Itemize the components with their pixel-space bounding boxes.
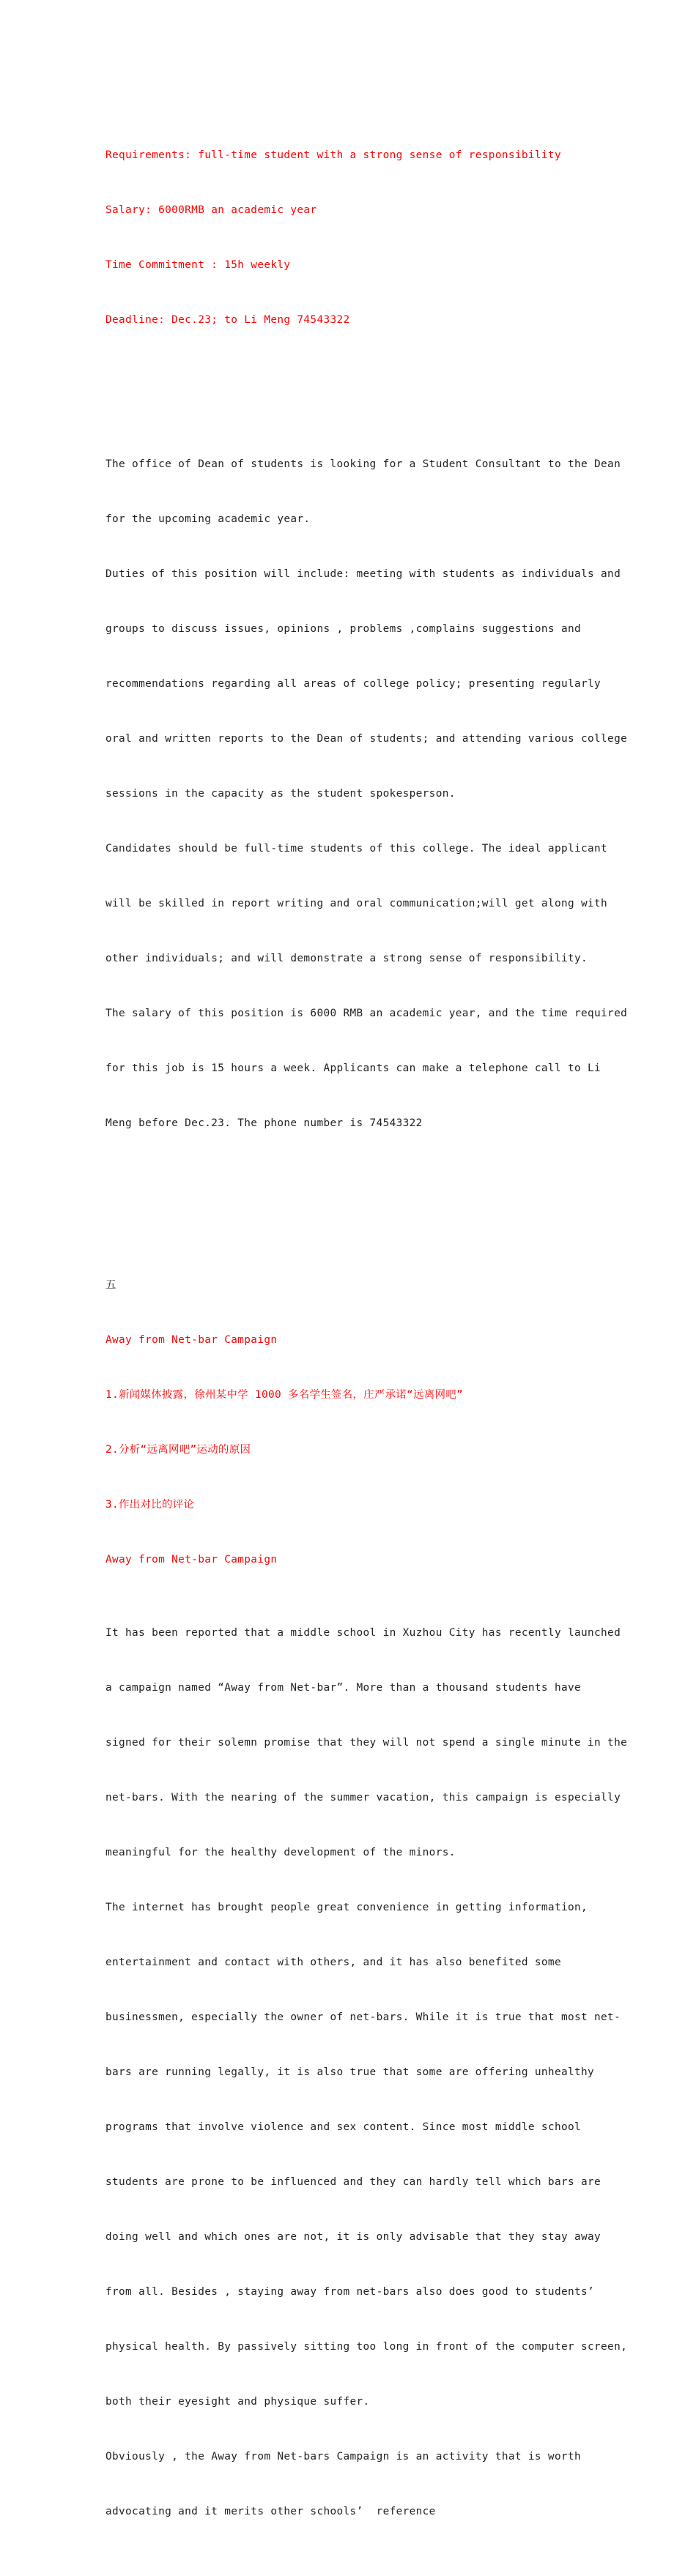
time-commitment-line: Time Commitment : 15h weekly	[105, 259, 291, 271]
job-body-line: oral and written reports to the Dean of students; and attending various college	[105, 733, 628, 745]
job-body-line: The office of Dean of students is looking for a Student Consultant to the Dean	[105, 458, 621, 470]
spacer	[105, 1188, 596, 1221]
job-body-line: will be skilled in report writing and oral communication;will get along with	[105, 898, 608, 909]
essay-line: students are prone to be influenced and they can hardly tell which bars are	[105, 2176, 601, 2188]
essay-line: It has been reported that a middle school in Xuzhou City has recently launched	[105, 1627, 621, 1639]
job-body-line: Meng before Dec.23. The phone number is 74543322	[105, 1117, 423, 1129]
job-body-line: Candidates should be full-time students of this college. The ideal applicant	[105, 843, 608, 855]
essay-line: Obviously , the Away from Net-bars Campaign is an activity that is worth	[105, 2451, 581, 2463]
essay-title: Away from Net-bar Campaign	[105, 1554, 278, 1566]
essay-line: net-bars. With the nearing of the summer vacation, this campaign is especially	[105, 1792, 621, 1803]
job-body-line: groups to discuss issues, opinions , problems ,complains suggestions and	[105, 623, 581, 635]
essay-line: bars are running legally, it is also true that some are offering unhealthy	[105, 2066, 595, 2078]
job-body-line: The salary of this position is 6000 RMB an academic year, and the time required	[105, 1008, 628, 1019]
outline-point: 1.新闻媒体披露，徐州某中学 1000 多名学生签名，庄严承诺“远离网吧”	[105, 1389, 464, 1401]
essay-line: a campaign named “Away from Net-bar”. More than a thousand students have	[105, 1682, 581, 1694]
essay-line: meaningful for the healthy development of the minors.	[105, 1847, 456, 1858]
outline-point: 3.作出对比的评论	[105, 1499, 195, 1511]
job-body-line: Duties of this position will include: meeting with students as individuals and	[105, 568, 621, 580]
spacer	[105, 384, 596, 401]
essay-line: both their eyesight and physique suffer.	[105, 2396, 370, 2408]
essay-line: programs that involve violence and sex content. Since most middle school	[105, 2121, 581, 2133]
salary-line: Salary: 6000RMB an academic year	[105, 204, 317, 216]
section-number: 五	[105, 1279, 116, 1291]
job-body-line: other individuals; and will demonstrate a strong sense of responsibility.	[105, 953, 588, 964]
essay-line: businessmen, especially the owner of net-bars. While it is true that most net-	[105, 2011, 621, 2023]
essay-line: from all. Besides , staying away from net-bars also does good to students’	[105, 2286, 595, 2298]
job-body-line: sessions in the capacity as the student spokesperson.	[105, 788, 456, 800]
section-title: Away from Net-bar Campaign	[105, 1334, 278, 1346]
job-body-line: for the upcoming academic year.	[105, 513, 311, 525]
essay-line: entertainment and contact with others, and it has also benefited some	[105, 1957, 561, 1968]
essay-line: signed for their solemn promise that they will not spend a single minute in the	[105, 1737, 628, 1749]
document-content	[105, 92, 628, 2576]
outline-point: 2.分析“远离网吧”运动的原因	[105, 1444, 251, 1456]
requirements-line: Requirements: full-time student with a strong sense of responsibility	[105, 149, 561, 161]
essay-line: physical health. By passively sitting too long in front of the computer screen,	[105, 2341, 628, 2353]
job-body-line: recommendations regarding all areas of college policy; presenting regularly	[105, 678, 601, 690]
job-body-line: for this job is 15 hours a week. Applicants can make a telephone call to Li	[105, 1062, 601, 1074]
deadline-line: Deadline: Dec.23; to Li Meng 74543322	[105, 314, 350, 326]
essay-line: The internet has brought people great convenience in getting information,	[105, 1902, 588, 1913]
essay-line: advocating and it merits other schools’ reference	[105, 2506, 436, 2517]
essay-line: doing well and which ones are not, it is only advisable that they stay away	[105, 2231, 601, 2243]
